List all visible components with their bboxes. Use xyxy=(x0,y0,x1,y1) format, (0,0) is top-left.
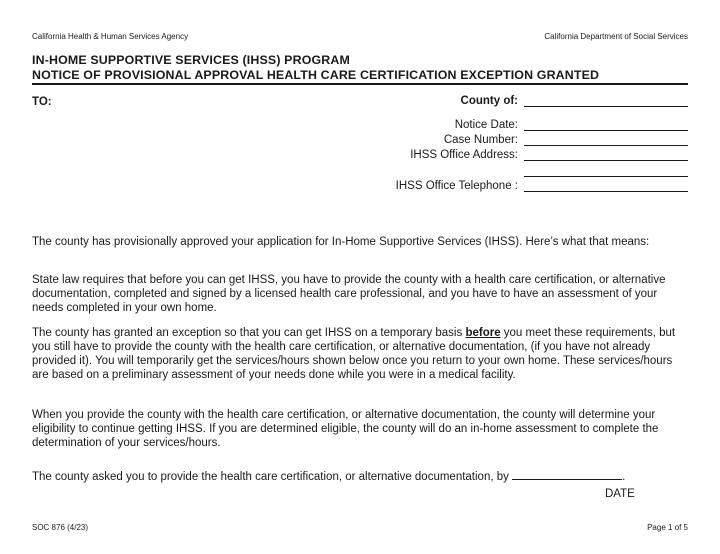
paragraph-3-rest: you meet these requirements, but you still have to provide the county with the health care certification, or alternative documentation, (if you have not already provided it). You will temporarily get the services/hours shown below once you return to your own home. These services/hours are based on a preliminary assessment of your needs done while you were in a medical facility. xyxy=(32,327,676,381)
notice-date-input-line[interactable] xyxy=(524,120,688,131)
case-number-label: Case Number: xyxy=(443,134,518,146)
paragraph-2-text: State law requires that before you can get IHSS, you have to provide the county with a health care certification, or alternative documentation, completed and signed by a licensed health care professional, and you have to have an assessment of your needs completed in your own home. xyxy=(32,274,666,314)
paragraph-4 xyxy=(32,408,688,450)
notice-date-field xyxy=(455,119,688,131)
paragraph-5-end: . xyxy=(622,471,626,483)
program-title: IN-HOME SUPPORTIVE SERVICES (IHSS) PROGRAM xyxy=(32,53,350,67)
office-address-field-2 xyxy=(518,166,688,177)
county-label: County of: xyxy=(460,95,518,107)
page-number: Page 1 of 5 xyxy=(647,523,688,532)
form-number: SOC 876 (4/23) xyxy=(32,523,89,532)
paragraph-3-start: The county has granted an exception so that you can get IHSS on a temporary basis xyxy=(32,327,466,339)
to-label: TO: xyxy=(32,96,52,108)
notice-title: NOTICE OF PROVISIONAL APPROVAL HEALTH CARE CERTIFICATION EXCEPTION GRANTED xyxy=(32,68,600,82)
emphasis-before: before xyxy=(465,327,501,339)
title-divider xyxy=(32,83,688,85)
county-input-line[interactable] xyxy=(524,96,688,107)
notice-date-label: Notice Date: xyxy=(454,119,518,131)
office-telephone-input-line[interactable] xyxy=(524,181,688,192)
paragraph-1 xyxy=(32,235,688,249)
paragraph-5-start: The county asked you to provide the health care certification, or alternative documentation, by xyxy=(32,471,513,483)
office-address-input-line-2[interactable] xyxy=(524,166,688,177)
paragraph-5-text xyxy=(32,469,688,484)
form-page xyxy=(32,0,688,554)
paragraph-3 xyxy=(32,326,688,382)
paragraph-4-text: When you provide the county with the health care certification, or alternative documentation, the county will determine your eligibility to continue getting IHSS. If you are determined eligible, the county will do an in-home assessment to complete the determination of your services/hours. xyxy=(32,409,659,449)
office-address-label: IHSS Office Address: xyxy=(410,149,518,161)
due-date-input-line[interactable] xyxy=(512,469,622,480)
paragraph-5 xyxy=(32,469,688,484)
agency-name: California Health & Human Services Agency xyxy=(32,32,189,41)
county-field xyxy=(461,95,688,107)
case-number-field xyxy=(444,134,688,146)
office-telephone-field xyxy=(396,180,688,192)
office-address-field xyxy=(410,149,688,161)
paragraph-1-text: The county has provisionally approved your application for In-Home Supportive Services (IHSS). Here’s what that means: xyxy=(32,236,650,248)
date-caption: DATE xyxy=(605,488,635,500)
office-address-input-line[interactable] xyxy=(524,150,688,161)
office-telephone-label: IHSS Office Telephone : xyxy=(395,180,518,192)
paragraph-3-text xyxy=(32,326,688,382)
paragraph-2 xyxy=(32,273,688,315)
department-name: California Department of Social Services xyxy=(544,32,688,41)
case-number-input-line[interactable] xyxy=(524,135,688,146)
